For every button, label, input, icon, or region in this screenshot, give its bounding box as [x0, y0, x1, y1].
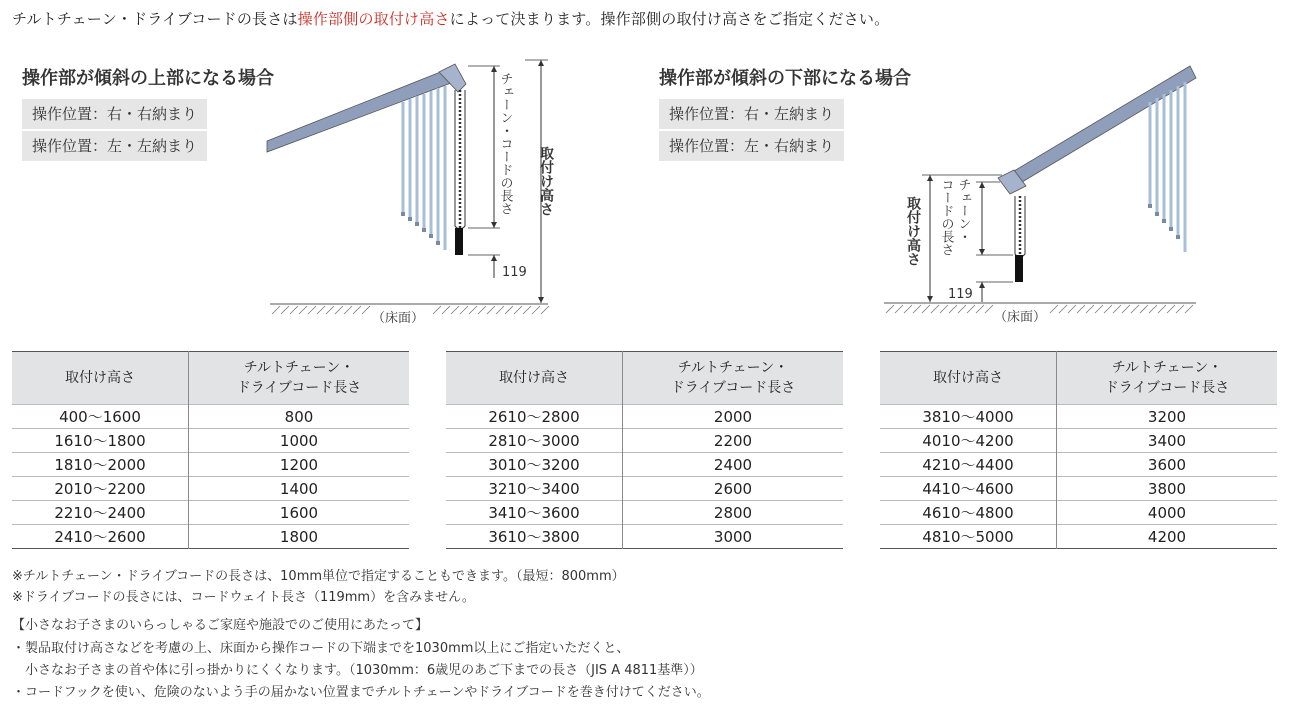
table-row: [880, 525, 1277, 549]
right-slat-weight: [1162, 219, 1166, 223]
right-position-label-1: 操作位置：右・左納まり: [659, 99, 844, 129]
intro-prefix: チルトチェーン・ドライブコードの長さは: [12, 10, 298, 28]
table-header-length-line-2: ドライブコード長さ: [1104, 380, 1230, 396]
left-floor-label: （床面）: [372, 311, 425, 326]
cord-length-cell: 3400: [1057, 429, 1278, 453]
height-range-cell: 4210～4400: [880, 453, 1057, 477]
cord-length-cell: 4000: [1057, 501, 1278, 525]
right-position-label-2: 操作位置：左・右納まり: [659, 131, 844, 161]
safety-note-1-cont: 小さなお子さまの首や体に引っ掛かりにくくなります。（1030mm：6歳児のあご下までの長さ（JIS A 4811基準））: [12, 663, 703, 678]
left-slat-weight: [422, 228, 426, 232]
right-slat-weight: [1148, 204, 1152, 208]
cord-length-cell: 2800: [623, 501, 844, 525]
height-range-cell: 3810～4000: [880, 405, 1057, 429]
cord-length-cell: 3200: [1057, 405, 1278, 429]
table-row: [880, 429, 1277, 453]
height-range-cell: 4010～4200: [880, 429, 1057, 453]
safety-heading: 【小さなお子さまのいらっしゃるご家庭や施設でのご使用にあたって】: [12, 618, 429, 633]
left-diagram: [262, 58, 562, 328]
table-row: [880, 453, 1277, 477]
right-cord-weight: [1015, 255, 1023, 282]
cord-length-cell: 1400: [189, 477, 410, 501]
left-position-label-2: 操作位置：左・左納まり: [22, 131, 207, 161]
length-table-3: [880, 351, 1277, 549]
table-row: [12, 405, 409, 429]
note-min-length: ※チルトチェーン・ドライブコードの長さは、10mm単位で指定することもできます。（最短：800mm）: [12, 569, 625, 584]
table-row: [12, 477, 409, 501]
cord-length-cell: 1600: [189, 501, 410, 525]
left-slat-weight: [429, 234, 433, 238]
right-slat-weight: [1176, 235, 1180, 239]
left-slat-weight: [436, 241, 440, 245]
height-range-cell: 4810～5000: [880, 525, 1057, 549]
height-range-cell: 2610～2800: [446, 405, 623, 429]
intro-highlight: 操作部側の取付け高さ: [297, 10, 450, 28]
note-weight: ※ドライブコードの長さには、コードウェイト長さ（119mm）を含みません。: [12, 590, 475, 605]
table-row: [446, 429, 843, 453]
right-slats: [1150, 82, 1185, 252]
table-header-length: [189, 352, 410, 405]
right-section-title: 操作部が傾斜の下部になる場合: [659, 68, 911, 89]
height-range-cell: 3210～3400: [446, 477, 623, 501]
cord-length-cell: 2600: [623, 477, 844, 501]
left-section-title: 操作部が傾斜の上部になる場合: [22, 68, 274, 89]
table-row: [12, 501, 409, 525]
cord-length-cell: 1200: [189, 453, 410, 477]
table-header-length: [1057, 352, 1278, 405]
table-header-height: 取付け高さ: [880, 352, 1057, 405]
table-header-height: 取付け高さ: [12, 352, 189, 405]
table-header-length-line-1: チルトチェーン・: [243, 360, 355, 376]
cord-length-cell: 3600: [1057, 453, 1278, 477]
table-row: [446, 405, 843, 429]
cord-length-cell: 1000: [189, 429, 410, 453]
left-slats: [403, 86, 445, 250]
height-range-cell: 3010～3200: [446, 453, 623, 477]
table-header-length-line-2: ドライブコード長さ: [670, 380, 796, 396]
left-cord-weight: [455, 228, 463, 255]
table-header-length-line-2: ドライブコード長さ: [236, 380, 362, 396]
left-slat-weight: [408, 217, 412, 221]
length-table-1: [12, 351, 409, 549]
height-range-cell: 3410～3600: [446, 501, 623, 525]
table-row: [880, 477, 1277, 501]
height-range-cell: 2410～2600: [12, 525, 189, 549]
right-mount-height-label: 取付け高さ: [905, 196, 921, 266]
cord-length-cell: 3800: [1057, 477, 1278, 501]
safety-note-1: ・製品取付け高さなどを考慮の上、床面から操作コードの下端までを1030mm以上にご指定いただくと、: [12, 641, 630, 656]
left-mount-height-label: 取付け高さ: [538, 146, 554, 216]
right-weight-value: 119: [948, 287, 973, 302]
table-header-height: 取付け高さ: [446, 352, 623, 405]
safety-note-2: ・コードフックを使い、危険のないよう手の届かない位置までチルトチェーンやドライブコードを巻き付けてください。: [12, 685, 710, 700]
table-row: [446, 453, 843, 477]
cord-length-cell: 1800: [189, 525, 410, 549]
intro-text: [12, 8, 889, 29]
right-chain-length-label-1: チェーン・: [955, 178, 971, 243]
table-row: [880, 405, 1277, 429]
table-header-length-line-1: チルトチェーン・: [1111, 360, 1223, 376]
table-row: [446, 525, 843, 549]
height-range-cell: 1810～2000: [12, 453, 189, 477]
cord-length-cell: 3000: [623, 525, 844, 549]
table-row: [446, 477, 843, 501]
intro-suffix: によって決まります。操作部側の取付け高さをご指定ください。: [449, 10, 890, 28]
right-diagram: [880, 58, 1200, 333]
height-range-cell: 2810～3000: [446, 429, 623, 453]
height-range-cell: 2210～2400: [12, 501, 189, 525]
table-row: [12, 429, 409, 453]
table-row: [446, 501, 843, 525]
height-range-cell: 3610～3800: [446, 525, 623, 549]
table-header-length: [623, 352, 844, 405]
height-range-cell: 1610～1800: [12, 429, 189, 453]
height-range-cell: 4410～4600: [880, 477, 1057, 501]
cord-length-cell: 800: [189, 405, 410, 429]
left-slat-weight: [415, 222, 419, 226]
height-range-cell: 4610～4800: [880, 501, 1057, 525]
right-slat-weight: [1155, 212, 1159, 216]
right-floor-label: （床面）: [994, 310, 1047, 325]
height-range-cell: 2010～2200: [12, 477, 189, 501]
right-chain-length-label-2: コードの長さ: [938, 178, 954, 256]
left-position-label-1: 操作位置：右・右納まり: [22, 99, 207, 129]
table-row: [880, 501, 1277, 525]
table-header-length-line-1: チルトチェーン・: [677, 360, 789, 376]
cord-length-cell: 2000: [623, 405, 844, 429]
left-chain-length-label: チェーン・コードの長さ: [497, 72, 513, 215]
cord-length-cell: 4200: [1057, 525, 1278, 549]
left-weight-value: 119: [502, 265, 527, 280]
length-table-2: [446, 351, 843, 549]
right-slat-weight: [1169, 227, 1173, 231]
table-row: [12, 525, 409, 549]
cord-length-cell: 2200: [623, 429, 844, 453]
height-range-cell: 400～1600: [12, 405, 189, 429]
cord-length-cell: 2400: [623, 453, 844, 477]
right-head-rail: [1004, 66, 1196, 188]
table-row: [12, 453, 409, 477]
left-slat-weight: [401, 212, 405, 216]
